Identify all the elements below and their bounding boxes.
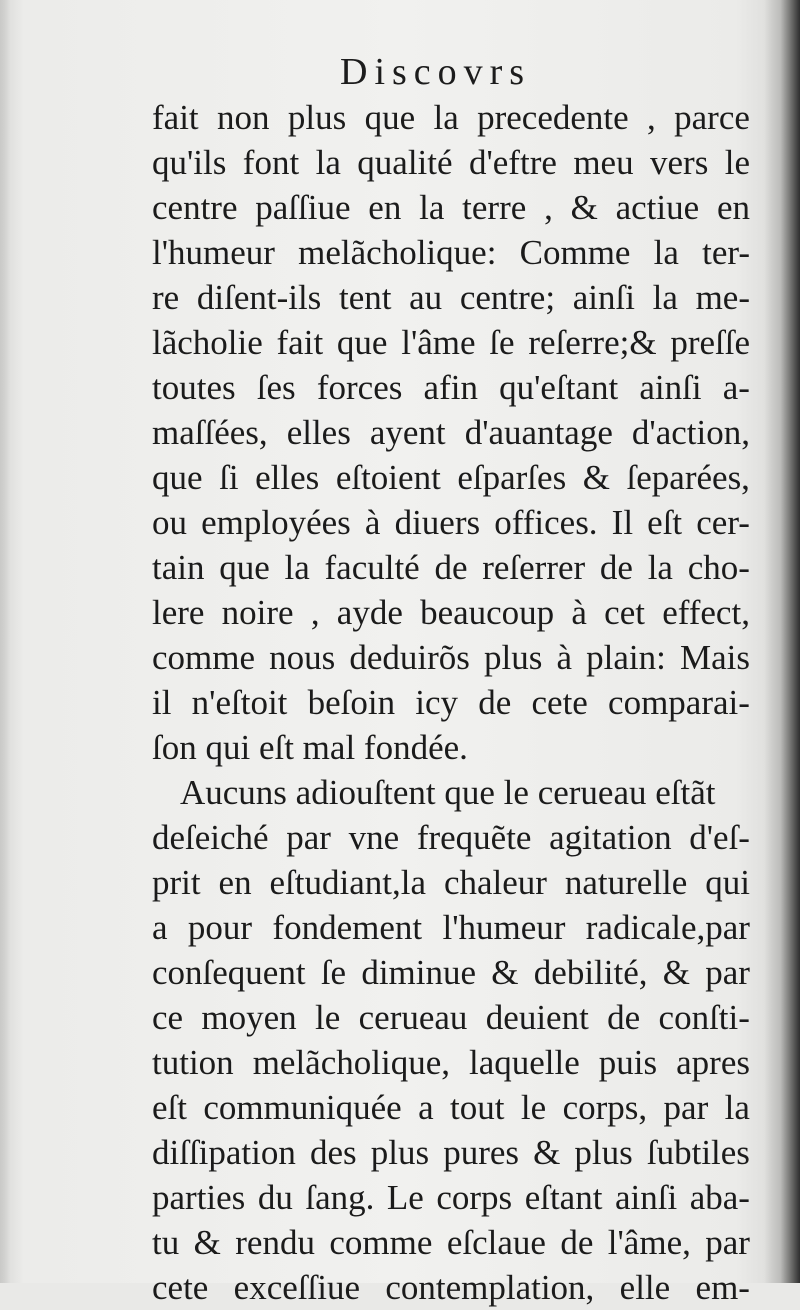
text-line: comme nous deduirõs plus à plain: Mais xyxy=(152,638,750,677)
text-line: qu'ils font la qualité d'eftre meu vers le xyxy=(152,143,750,182)
running-header: Discovrs xyxy=(340,51,532,93)
body-text xyxy=(152,95,750,1310)
text-line: toutes ſes forces afin qu'eſtant ainſi a- xyxy=(152,368,750,407)
text-line: ou employées à diuers offices. Il eſt cer- xyxy=(152,503,750,542)
text-line: tu & rendu comme eſclaue de l'âme, par xyxy=(152,1223,750,1262)
text-line: conſequent ſe diminue & debilité, & par xyxy=(152,953,750,992)
text-line: l'humeur melãcholique: Comme la ter- xyxy=(152,233,750,272)
paragraph-first-line: Aucuns adiouſtent que le cerueau eſtãt xyxy=(180,773,716,812)
text-line: tution melãcholique, laquelle puis apres xyxy=(152,1043,750,1082)
text-line: ce moyen le cerueau deuient de conſti- xyxy=(152,998,750,1037)
text-line: lãcholie fait que l'âme ſe reſerre;& preſſe xyxy=(152,323,750,362)
text-line: fait non plus que la precedente , parce xyxy=(152,98,750,137)
page-gutter-shadow xyxy=(764,0,800,1283)
text-line: il n'eſtoit beſoin icy de cete comparai- xyxy=(152,683,750,722)
page-left-edge xyxy=(0,0,10,1283)
text-line: tain que la faculté de reſerrer de la cho- xyxy=(152,548,750,587)
text-line: cete exceſſiue contemplation, elle em- xyxy=(152,1268,750,1307)
text-line: eſt communiquée a tout le corps, par la xyxy=(152,1088,750,1127)
text-line: ſon qui eſt mal fondée. xyxy=(152,728,468,767)
text-line: centre paſſiue en la terre , & actiue en xyxy=(152,188,750,227)
text-line: re diſent-ils tent au centre; ainſi la me- xyxy=(152,278,750,317)
text-line: deſeiché par vne frequẽte agitation d'eſ- xyxy=(152,818,750,857)
text-line: lere noire , ayde beaucoup à cet effect, xyxy=(152,593,750,632)
text-line: maſſées, elles ayent d'auantage d'action, xyxy=(152,413,750,452)
text-line: que ſi elles eſtoient eſparſes & ſeparées, xyxy=(152,458,750,497)
text-line: parties du ſang. Le corps eſtant ainſi aba- xyxy=(152,1178,750,1217)
text-line: a pour fondement l'humeur radicale,par xyxy=(152,908,750,947)
text-line: diſſipation des plus pures & plus ſubtiles xyxy=(152,1133,750,1172)
text-line: prit en eſtudiant,la chaleur naturelle qui xyxy=(152,863,750,902)
